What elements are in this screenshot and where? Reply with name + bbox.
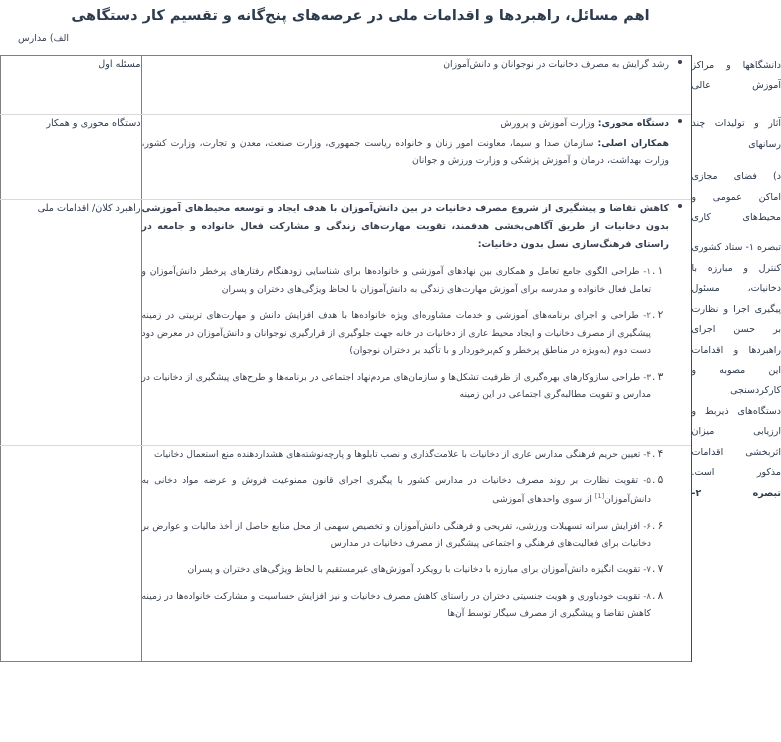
footnote-marker: [1] — [594, 491, 605, 500]
table-row — [0, 115, 781, 200]
list-item — [142, 446, 664, 463]
list-item-text: طراحی و اجرای برنامه‌های آموزشی و خدمات مشاوره‌ای ویژه خانواده‌ها با هدف افزایش دانش و مهارت‌های تربیتی در زمینه پیشگیری از مصرف دخانیات و ایجاد محیط عاری از دخانیات در خانه جهت جلوگیری از قرارگیری نوجوانان و دانش‌آموزان در معرض دود دست دوم (به‌ویژه در مناطق پرخطر و کم‌برخوردار و با تأکید بر دختران نوجوان) — [141, 310, 651, 357]
bullet-dot-icon — [678, 60, 682, 64]
list-item-inline-number: ۱- — [643, 267, 651, 278]
strategy-item-list-continued — [142, 446, 670, 623]
row-label-agencies: دستگاه محوری و همکار — [0, 115, 141, 200]
row-label-continued — [0, 446, 141, 662]
list-item-inline-number: ۲- — [643, 311, 651, 322]
row-bullet — [669, 56, 691, 115]
row-label-first-issue: مسئله اول — [0, 56, 141, 115]
list-item-inline-number: ۵- — [643, 476, 652, 487]
list-item-inline-number: ۷- — [643, 565, 651, 576]
list-item-number: ۱ . — [653, 262, 668, 282]
list-item-inline-number: ۳- — [643, 372, 651, 383]
list-item-inline-number: ۶- — [643, 521, 651, 532]
list-item-text: تعیین حریم فرهنگی مدارس عاری از دخانیات با علامت‌گذاری و نصب تابلوها و پارچه‌نوشته‌های هشداردهنده منع استعمال دخانیات — [154, 449, 641, 460]
partner-agency-line — [142, 135, 670, 169]
list-item-number: ۷ . — [653, 560, 668, 580]
list-item-number: ۵ . — [653, 471, 668, 491]
list-item-text-after: از سوی واحدهای آموزشی — [492, 494, 595, 506]
bullet-dot-icon — [678, 204, 682, 208]
table-row — [0, 446, 781, 662]
list-item-number: ۶ . — [653, 517, 668, 537]
list-item-text: افزایش سرانه تسهیلات ورزشی، تفریحی و فرهنگی دانش‌آموزان و تخصیص سهمی از محل منابع حاصل از أخذ مالیات و عوارض بر دخانیات برای فعالیت‌های فرهنگی و اجتماعی پیشگیری از مصرف دخانیات در مدارس — [141, 520, 651, 549]
row-body-strategy-continued — [141, 446, 669, 662]
row-label-strategy-line1: راهبرد کلان/ اقدامات ملی — [37, 203, 141, 214]
list-item-text: تقویت خودباوری و هویت جنسیتی دختران در راستای کاهش مصرف دخانیات و نیز افزایش حساسیت و مشارکت خانواده‌ها در زمینه کاهش تقاضا و پیشگیری از مصرف سیگار توسط آن‌ها — [141, 590, 651, 620]
list-item-inline-number: ۸- — [643, 591, 651, 602]
list-item — [141, 369, 664, 404]
partner-agency-label: همکاران اصلی: — [597, 138, 669, 150]
lead-agency-value: وزارت آموزش و پرورش — [500, 118, 598, 129]
list-item — [141, 518, 664, 553]
list-item-text: تقویت انگیزه دانش‌آموزان برای مبارزه با دخانیات با رویکرد آموزش‌های غیرمستقیم با لحاظ ویژگی‌های دختران و پسران — [187, 564, 641, 576]
page-subtitle-text: الف) مدارس — [18, 32, 69, 44]
list-item — [141, 588, 664, 623]
list-item-text: طراحی الگوی جامع تعامل و همکاری بین نهادهای آموزشی و خانواده‌ها برای شناسایی زودهنگام رفتارهای پرخطر دانش‌آموزان و تعامل فعال خانواده و مدرسه برای آموزش مهارت‌های زندگی به دانش‌آموزان با لحاظ ویژگی‌های دختران و پسران — [141, 266, 651, 295]
sidebar-column — [691, 56, 781, 662]
sidebar-block-note-2: تبصره ۲- — [691, 487, 781, 499]
first-issue-text: رشد گرایش به مصرف دخانیات در نوجوانان و دانش‌آموزان — [443, 59, 669, 70]
sidebar-block-note-1: تبصره ۱- ستاد کشوری کنترل و مبارزه با دخانیات، مسئول پیگیری اجرا و نظارت بر حسن اجرای راهبردها و اقدامات این مصوبه و کارکردسنجی دستگاه‌های ذیربط و ارزیابی میزان اثربخشی اقدامات مذکور است. — [691, 242, 781, 479]
bullet-dot-icon — [678, 119, 682, 123]
row-body-first-issue — [141, 56, 669, 115]
table-row — [0, 200, 781, 446]
list-item-number: ۴ . — [653, 445, 668, 465]
page-header — [0, 0, 781, 44]
strategy-table — [0, 55, 781, 662]
list-item-inline-number: ۴- — [643, 450, 651, 460]
row-body-strategy — [141, 200, 669, 446]
list-item-number: ۸ . — [653, 587, 668, 607]
lead-agency-label: دستگاه محوری: — [597, 118, 669, 129]
strategy-item-list — [142, 263, 670, 403]
sidebar-block-universities: دانشگاهها و مراکز آموزش عالی — [691, 59, 781, 91]
list-item — [141, 263, 664, 298]
sidebar-block-public-places: اماکن عمومی و محیط‌های کاری — [691, 191, 781, 224]
row-bullet — [669, 200, 691, 446]
list-item — [142, 561, 664, 578]
row-bullet — [669, 115, 691, 200]
sidebar-block-media-products: آثار و تولیدات چند رسانهای — [691, 118, 781, 150]
list-item-text: تقویت نظارت بر روند مصرف دخانیات در مدارس کشور با پیگیری اجرای قانون ممنوعیت فروش و عرضه مواد دخانی به دانش‌آموزان — [141, 475, 651, 506]
list-item-number: ۳ . — [653, 368, 668, 388]
row-bullet — [669, 446, 691, 662]
lead-agency-line — [142, 115, 670, 132]
list-item-text: طراحی سازوکارهای بهره‌گیری از ظرفیت تشکل‌ها و سازمان‌های مردم‌نهاد اجتماعی در برنامه‌ها و طرح‌های پیشگیری از دخانیات در مدارس و تقویت مطالبه‌گری اجتماعی در این زمینه — [141, 371, 651, 401]
list-item — [141, 472, 664, 508]
strategy-intro: کاهش تقاضا و پیشگیری از شروع مصرف دخانیات در بین دانش‌آموزان با هدف ایجاد و توسعه محیط‌های آموزشی بدون دخانیات از طریق آگاهی‌بخشی هدفمند، تقویت مهارت‌های زندگی و مشارکت فعال خانواده و جامعه در راستای فرهنگ‌سازی نسل بدون دخانیات: — [141, 203, 669, 251]
partner-agency-value: سازمان صدا و سیما، معاونت امور زنان و خانواده ریاست جمهوری، وزارت صنعت، معدن و تجارت، وزارت کشور، وزارت بهداشت، درمان و آموزش پزشکی و وزارت ورزش و جوانان — [141, 138, 669, 167]
list-item — [141, 307, 664, 359]
row-body-agencies — [141, 115, 669, 200]
table-row — [0, 56, 781, 115]
list-item-number: ۲ . — [653, 306, 668, 326]
sidebar-block-cyberspace: د) فضای مجازی — [691, 171, 781, 183]
page-subtitle — [0, 33, 781, 44]
row-label-strategy — [0, 200, 141, 446]
page-title: اهم مسائل، راهبردها و اقدامات ملی در عرصه‌های پنج‌گانه و تقسیم کار دستگاهی — [71, 8, 650, 24]
